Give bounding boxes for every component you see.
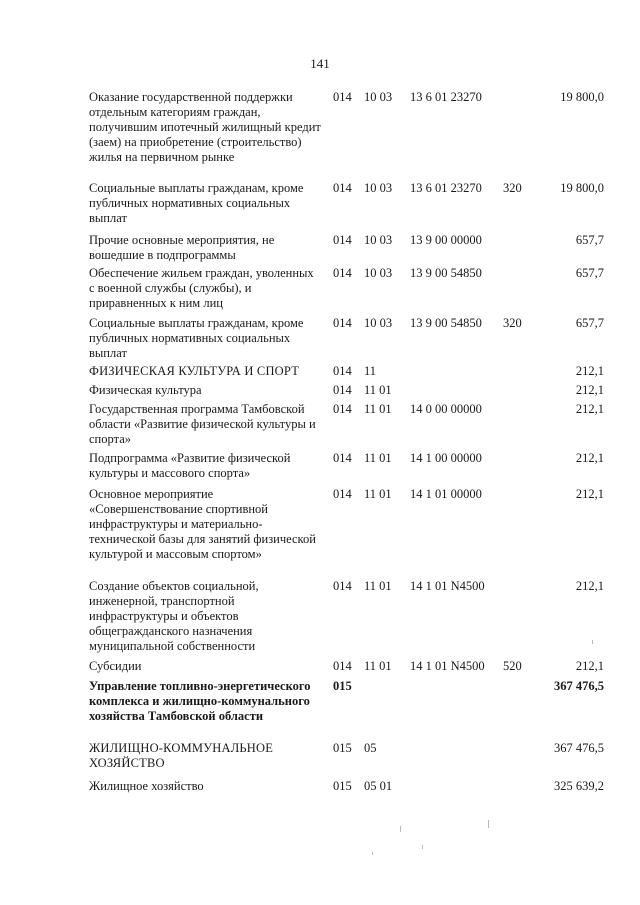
target-code: 13 9 00 54850	[410, 266, 482, 280]
table-row	[0, 266, 640, 316]
amount: 212,1	[575, 659, 604, 673]
row-name: Оказание государственной поддержки отдельным категориям граждан, получившим ипотечный жилищный кредит (заем) на приобретение (строительство) жилья на первичном рынке	[89, 90, 321, 164]
ministry-code: 014	[333, 579, 352, 593]
table-row	[0, 487, 640, 579]
scan-mark	[400, 826, 401, 832]
scan-mark	[592, 640, 593, 644]
amount: 19 800,0	[560, 181, 604, 195]
target-code: 14 1 01 N4500	[410, 579, 485, 593]
expense-type-code: 520	[503, 659, 522, 673]
row-name: Подпрограмма «Развитие физической культуры и массового спорта»	[89, 451, 291, 480]
table-row	[0, 779, 640, 799]
amount: 212,1	[575, 383, 604, 397]
amount: 212,1	[575, 364, 604, 378]
row-name: ЖИЛИЩНО-КОММУНАЛЬНОЕ ХОЗЯЙСТВО	[89, 741, 274, 770]
amount: 657,7	[575, 266, 604, 280]
target-code: 13 9 00 54850	[410, 316, 482, 330]
row-name: Государственная программа Тамбовской области «Развитие физической культуры и спорта»	[89, 402, 316, 446]
section-code: 10 03	[364, 181, 393, 195]
ministry-code: 015	[333, 679, 352, 693]
target-code: 14 1 00 00000	[410, 451, 482, 465]
ministry-code: 014	[333, 487, 352, 501]
target-code: 13 9 00 00000	[410, 233, 482, 247]
amount: 657,7	[575, 316, 604, 330]
amount: 19 800,0	[560, 90, 604, 104]
target-code: 13 6 01 23270	[410, 90, 482, 104]
section-code: 11 01	[364, 451, 392, 465]
target-code: 13 6 01 23270	[410, 181, 482, 195]
row-name: Прочие основные мероприятия, не вошедшие в подпрограммы	[89, 233, 275, 262]
ministry-code: 014	[333, 383, 352, 397]
section-code: 11 01	[364, 383, 392, 397]
row-name: ФИЗИЧЕСКАЯ КУЛЬТУРА И СПОРТ	[89, 364, 300, 378]
section-code: 10 03	[364, 266, 393, 280]
row-name: Обеспечение жильем граждан, уволенных с военной службы (службы), и приравненных к ним лиц	[89, 266, 314, 310]
target-code: 14 1 01 00000	[410, 487, 482, 501]
section-code: 10 03	[364, 316, 393, 330]
ministry-code: 014	[333, 364, 352, 378]
table-row	[0, 679, 640, 741]
ministry-code: 014	[333, 659, 352, 673]
row-name: Создание объектов социальной, инженерной, транспортной инфраструктуры и объектов общегражданского назначения муниципальной собственности	[89, 579, 259, 653]
ministry-code: 014	[333, 316, 352, 330]
ministry-code: 014	[333, 181, 352, 195]
section-code: 11 01	[364, 579, 392, 593]
budget-table	[0, 90, 640, 799]
ministry-code: 014	[333, 90, 352, 104]
scan-mark	[488, 820, 489, 828]
ministry-code: 015	[333, 741, 352, 755]
row-name: Социальные выплаты гражданам, кроме публичных нормативных социальных выплат	[89, 316, 304, 360]
section-code: 05	[364, 741, 377, 755]
table-row	[0, 316, 640, 364]
ministry-code: 014	[333, 266, 352, 280]
amount: 212,1	[575, 579, 604, 593]
ministry-code: 014	[333, 402, 352, 416]
amount: 212,1	[575, 402, 604, 416]
row-name: Управление топливно-энергетического комплекса и жилищно-коммунального хозяйства Тамбовской области	[89, 679, 311, 723]
section-code: 11 01	[364, 659, 392, 673]
table-row	[0, 90, 640, 181]
table-row	[0, 741, 640, 779]
section-code: 11 01	[364, 487, 392, 501]
row-name: Физическая культура	[89, 383, 202, 397]
section-code: 10 03	[364, 90, 393, 104]
table-row	[0, 181, 640, 233]
target-code: 14 1 01 N4500	[410, 659, 485, 673]
page-number: 141	[310, 56, 330, 71]
table-row	[0, 383, 640, 402]
row-name: Жилищное хозяйство	[89, 779, 204, 793]
ministry-code: 014	[333, 451, 352, 465]
section-code: 11 01	[364, 402, 392, 416]
table-row	[0, 402, 640, 451]
amount: 325 639,2	[554, 779, 604, 793]
expense-type-code: 320	[503, 181, 522, 195]
amount: 212,1	[575, 487, 604, 501]
scan-mark	[422, 845, 423, 849]
table-row	[0, 659, 640, 679]
ministry-code: 015	[333, 779, 352, 793]
table-row	[0, 233, 640, 266]
amount: 367 476,5	[554, 679, 604, 693]
ministry-code: 014	[333, 233, 352, 247]
amount: 657,7	[575, 233, 604, 247]
section-code: 11	[364, 364, 377, 378]
row-name: Основное мероприятие «Совершенствование спортивной инфраструктуры и материально-технической базы для занятий физической культурой и массовым спортом»	[89, 487, 316, 561]
row-name: Социальные выплаты гражданам, кроме публичных нормативных социальных выплат	[89, 181, 304, 225]
amount: 367 476,5	[554, 741, 604, 755]
table-row	[0, 579, 640, 659]
section-code: 05 01	[364, 779, 393, 793]
amount: 212,1	[575, 451, 604, 465]
table-row	[0, 364, 640, 383]
scan-mark	[372, 852, 373, 855]
target-code: 14 0 00 00000	[410, 402, 482, 416]
expense-type-code: 320	[503, 316, 522, 330]
table-row	[0, 451, 640, 487]
section-code: 10 03	[364, 233, 393, 247]
row-name: Субсидии	[89, 659, 142, 673]
